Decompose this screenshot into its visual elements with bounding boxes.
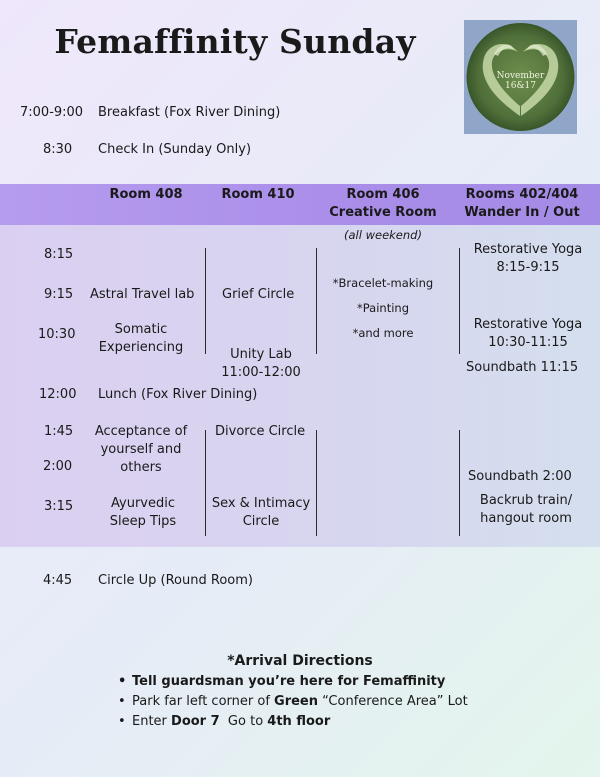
time-breakfast: 7:00-9:00 — [20, 105, 84, 120]
logo-date-line1: November — [496, 71, 545, 81]
session-somatic: Somatic Experiencing — [98, 322, 184, 355]
header-room-406 — [318, 186, 448, 222]
session-restorative-yoga-1-name: Restorative Yoga — [473, 242, 583, 257]
direction-emphasis: Green — [274, 694, 319, 709]
session-soundbath-2: Soundbath 2:00 — [468, 469, 572, 484]
time-label: 4:45 — [43, 573, 73, 588]
event-circle-up: Circle Up (Round Room) — [98, 573, 253, 588]
time-label: 1:45 — [44, 424, 74, 439]
session-acceptance: Acceptance of yourself and others — [94, 424, 188, 475]
page-title: Femaffinity Sunday — [54, 22, 416, 61]
divider-line — [205, 430, 206, 536]
session-restorative-yoga-1 — [464, 241, 592, 277]
session-soundbath-1: Soundbath 11:15 — [466, 360, 579, 375]
arrival-directions-title: *Arrival Directions — [227, 653, 373, 669]
event-breakfast: Breakfast (Fox River Dining) — [98, 105, 281, 120]
session-backrub-train: Backrub train/ hangout room — [479, 493, 573, 526]
header-room-410: Room 410 — [221, 187, 295, 202]
arrival-directions-list — [118, 672, 468, 732]
header-room-406-name: Room 406 — [346, 187, 420, 202]
heart-wings-emblem-icon — [464, 20, 577, 134]
header-rooms-402-404-name: Rooms 402/404 — [465, 187, 579, 202]
activity-and-more: *and more — [352, 326, 414, 340]
time-label: 8:15 — [44, 247, 74, 262]
header-room-406-sub: Creative Room — [329, 205, 437, 220]
session-restorative-yoga-2 — [464, 316, 592, 352]
session-unity-lab-name: Unity Lab — [230, 347, 292, 362]
session-unity-lab-time: 11:00-12:00 — [221, 365, 301, 380]
session-ayurvedic: Ayurvedic Sleep Tips — [109, 496, 177, 529]
header-room-408: Room 408 — [109, 187, 183, 202]
divider-line — [316, 248, 317, 354]
all-weekend-note: (all weekend) — [344, 228, 422, 242]
event-checkin: Check In (Sunday Only) — [98, 142, 252, 157]
header-rooms-402-404 — [452, 186, 592, 222]
time-label: 12:00 — [39, 387, 77, 402]
session-restorative-yoga-2-name: Restorative Yoga — [473, 317, 583, 332]
direction-item — [118, 712, 468, 732]
logo-date-line2: 16&17 — [505, 81, 536, 91]
event-lunch: Lunch (Fox River Dining) — [98, 387, 258, 402]
direction-emphasis: 4th floor — [267, 714, 331, 729]
divider-line — [316, 430, 317, 536]
direction-item — [118, 692, 468, 712]
divider-line — [459, 248, 460, 354]
direction-text: Tell guardsman you’re here for Femaffinity — [132, 674, 446, 689]
direction-text: “Conference Area” Lot — [318, 694, 468, 709]
time-label: 3:15 — [44, 499, 74, 514]
session-restorative-yoga-1-time: 8:15-9:15 — [496, 260, 560, 275]
time-label: 9:15 — [44, 287, 74, 302]
time-checkin: 8:30 — [43, 142, 73, 157]
session-astral-travel: Astral Travel lab — [90, 287, 195, 302]
event-logo — [464, 20, 577, 134]
time-label: 10:30 — [38, 327, 76, 342]
header-rooms-402-404-sub: Wander In / Out — [464, 205, 580, 220]
divider-line — [205, 248, 206, 354]
session-unity-lab — [212, 346, 310, 382]
session-divorce-circle: Divorce Circle — [215, 424, 306, 439]
direction-text: Go to — [219, 714, 268, 729]
session-grief-circle: Grief Circle — [222, 287, 295, 302]
direction-text: Enter — [132, 714, 172, 729]
activity-bracelet: *Bracelet-making — [332, 276, 434, 290]
session-restorative-yoga-2-time: 10:30-11:15 — [488, 335, 568, 350]
session-sex-intimacy: Sex & Intimacy Circle — [211, 496, 311, 529]
direction-item — [118, 672, 468, 692]
direction-text: Park far left corner of — [132, 694, 275, 709]
activity-painting: *Painting — [357, 301, 409, 315]
time-label: 2:00 — [43, 459, 73, 474]
direction-emphasis: Door 7 — [171, 714, 220, 729]
divider-line — [459, 430, 460, 536]
